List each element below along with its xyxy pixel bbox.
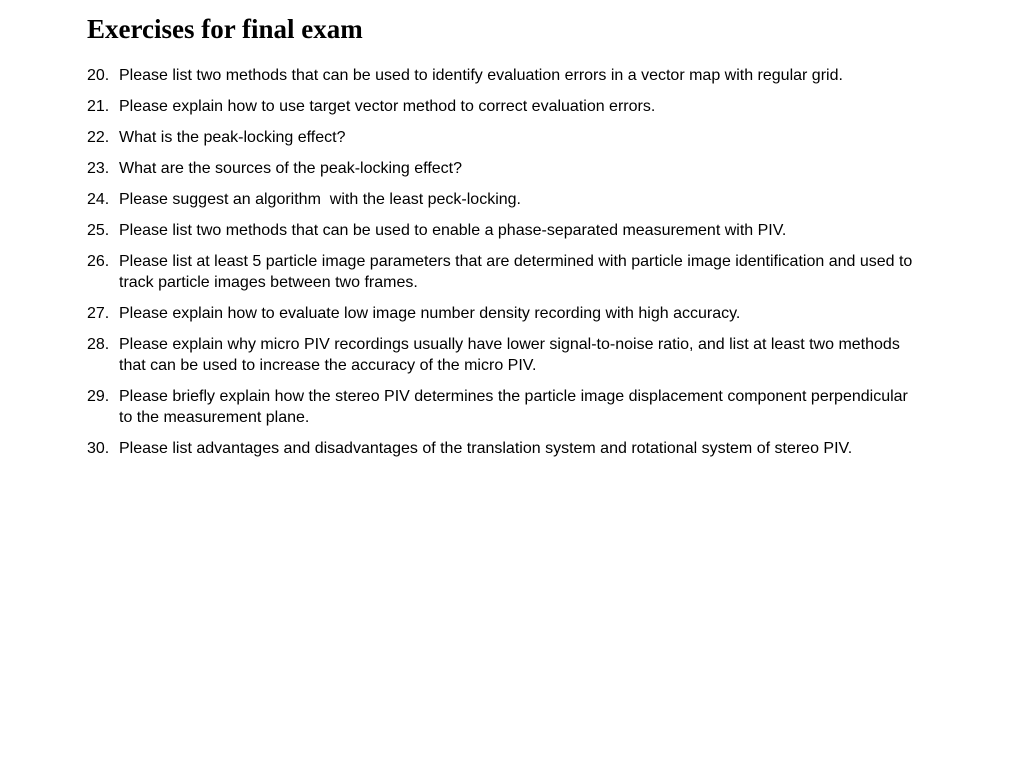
exercise-text: What is the peak-locking effect? (119, 129, 346, 146)
slide-title: Exercises for final exam (87, 14, 363, 44)
exercise-number: 27. (87, 305, 110, 322)
exercise-text: What are the sources of the peak-locking effect? (119, 160, 463, 177)
exercise-item (87, 251, 917, 293)
exercise-item (87, 189, 917, 210)
exercise-number: 25. (87, 222, 110, 239)
exercise-text: Please list two methods that can be used to identify evaluation errors in a vector map with regular grid. (119, 67, 843, 84)
exercise-item (87, 438, 917, 459)
exercise-number: 28. (87, 336, 110, 353)
exercise-list (87, 65, 917, 469)
exercise-number: 23. (87, 160, 110, 177)
exercise-item (87, 220, 917, 241)
exercise-number: 22. (87, 129, 110, 146)
exercise-text: Please explain why micro PIV recordings usually have lower signal-to-noise ratio, and list at least two methods that can be used to increase the accuracy of the micro PIV. (119, 336, 905, 374)
exercise-text: Please suggest an algorithm with the least peck-locking. (119, 191, 521, 208)
exercise-text: Please list advantages and disadvantages of the translation system and rotational system of stereo PIV. (119, 440, 853, 457)
exercise-item (87, 386, 917, 428)
exercise-item (87, 334, 917, 376)
exercise-number: 30. (87, 440, 110, 457)
exercise-item (87, 96, 917, 117)
exercise-number: 29. (87, 388, 110, 405)
exercise-item (87, 65, 917, 86)
exercise-item (87, 127, 917, 148)
exercise-number: 20. (87, 67, 110, 84)
exercise-item (87, 303, 917, 324)
exercise-text: Please briefly explain how the stereo PIV determines the particle image displacement component perpendicular to the measurement plane. (119, 388, 917, 426)
exercise-text: Please list two methods that can be used to enable a phase-separated measurement with PIV. (119, 222, 787, 239)
exercise-text: Please list at least 5 particle image parameters that are determined with particle image identification and used to track particle images between two frames. (119, 253, 917, 291)
exercise-number: 26. (87, 253, 110, 270)
exercise-text: Please explain how to evaluate low image number density recording with high accuracy. (119, 305, 741, 322)
exercise-item (87, 158, 917, 179)
exercise-number: 21. (87, 98, 110, 115)
exercise-number: 24. (87, 191, 110, 208)
exercise-text: Please explain how to use target vector method to correct evaluation errors. (119, 98, 656, 115)
